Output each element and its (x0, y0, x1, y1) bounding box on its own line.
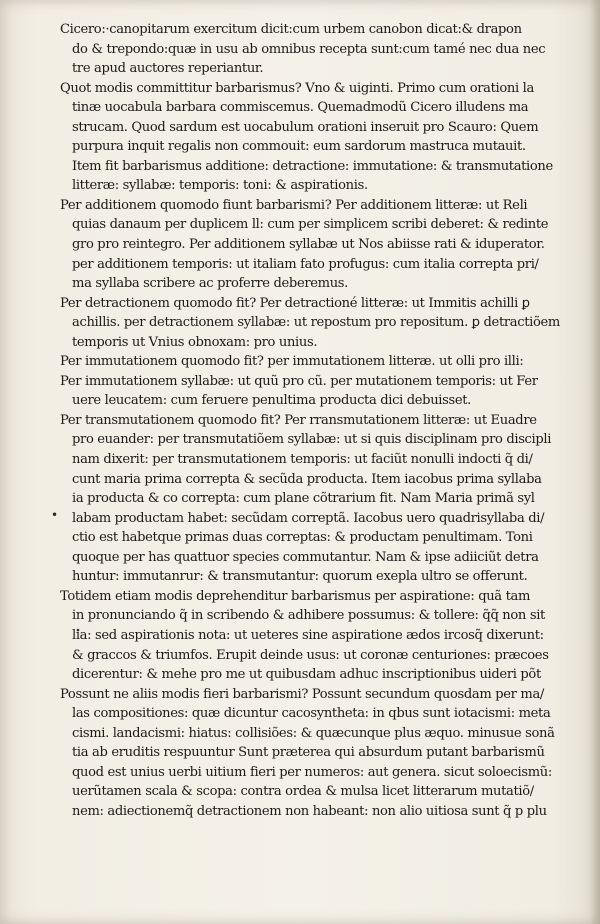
text-line: achillis. per detractionem syllabæ: ut repostum pro repositum. ꝑ detractiõem (72, 315, 560, 331)
text-line: strucam. Quod sardum est uocabulum orationi inseruit pro Scauro: Quem (72, 119, 539, 135)
text-line: uere leucatem: cum feruere penultima producta dici debuisset. (72, 393, 471, 409)
text-line: Per detractionem quomodo fit? Per detractioné litteræ: ut Immitis achilli ꝑ (60, 295, 530, 311)
text-line: uerũtamen scala & scopa: contra ordea & mulsa licet litterarum mutatiõ/ (72, 784, 534, 800)
margin-mark: • (51, 508, 59, 522)
text-line: Possunt ne aliis modis fieri barbarismi? Possunt secundum quosdam per ma/ (60, 686, 544, 702)
text-line: Cicero:·canopitarum exercitum dicit:cum urbem canobon dicat:& drapon (60, 22, 522, 37)
text-line: Totidem etiam modis deprehenditur barbarismus per aspiratione: quã tam (60, 588, 531, 604)
text-line: quod est unius uerbi uitium fieri per numeros: aut genera. sicut soloecismũ: (72, 764, 552, 780)
text-line: ma syllaba scribere ac proferre deberemus. (72, 276, 348, 292)
text-line: tia ab eruditis respuuntur Sunt præterea qui absurdum putant barbarismũ (72, 745, 545, 761)
text-line: nem: adiectionemq̃ detractionem non habeant: non alio uitiosa sunt q̃ p plu (72, 803, 547, 819)
text-line: ia producta & co correpta: cum plane cõtrarium fit. Nam Maria primã syl (72, 491, 535, 507)
text-line: nam dixerit: per transmutationem temporis: ut faciũt nonulli indocti q̃ di/ (72, 452, 533, 468)
text-line: li̽a: sed aspirationis nota: ut ueteres sine aspiratione ædos ircosq̃ dixerunt: (72, 627, 544, 643)
text-line: in pronunciando q̃ in scribendo & adhibere possumus: & tollere: q̃q̃ non sit (72, 608, 545, 624)
text-line: gro pro reintegro. Per additionem syllabæ ut Nos abiisse rati & iduperator. (72, 237, 545, 253)
text-line: dicerentur: & mehe pro me ut quibusdam adhuc inscriptionibus uideri põt (72, 667, 541, 683)
text-line: Quot modis committitur barbarismus? Vno & uiginti. Primo cum orationi la (60, 80, 534, 96)
text-line: cunt maria prima correpta & secũda producta. Item iacobus prima syllaba (72, 471, 542, 487)
text-line: Per immutationem quomodo fit? per immutationem litteræ. ut olli pro illi: (60, 354, 524, 370)
text-line: huntur: immutanrur: & transmutantur: quorum exepla ultro se offerunt. (72, 569, 528, 585)
text-line: cismi. landacismi: hiatus: collisiões: & quæcunque plus æquo. minusue sonã (72, 725, 555, 741)
text-line: ctio est habetque primas duas correptas: & productam penultimam. Toni (72, 530, 533, 546)
text-line: litteræ: syllabæ: temporis: toni: & aspirationis. (72, 178, 368, 194)
text-line: per additionem temporis: ut italiam fato profugus: cum italia correpta pri/ (72, 256, 539, 272)
text-line: tinæ uocabula barbara commiscemus. Quemadmodũ Cicero illudens ma (72, 100, 529, 116)
text-line: & graccos & triumfos. Erupit deinde usus: ut coronæ centuriones: præcoes (72, 647, 549, 663)
text-line: purpura inquit regalis non commouit: eum sardorum mastruca mutauit. (72, 139, 526, 155)
text-line: temporis ut Vnius obnoxam: pro unius. (72, 334, 318, 350)
text-line: Per transmutationem quomodo fit? Per rransmutationem litteræ: ut Euadre (60, 412, 537, 428)
text-line: las compositiones: quæ dicuntur cacosyntheta: in qbus sunt iotacismi: meta (72, 706, 551, 722)
text-line: quias danaum per duplicem ll: cum per simplicem scribi deberet: & redinte (72, 217, 549, 233)
text-line: pro euander: per transmutatiõem syllabæ: ut si quis disciplinam pro discipli (72, 432, 552, 448)
text-line: Per immutationem syllabæ: ut quũ pro cũ. per mutationem temporis: ut Fer (60, 373, 538, 389)
text-block (60, 20, 594, 821)
text-line: Item fit barbarismus additione: detractione: immutatione: & transmutatione (72, 158, 553, 174)
text-line: quoque per has quattuor species commutantur. Nam & ipse adiiciũt detra (72, 549, 539, 565)
text-line: Per additionem quomodo fiunt barbarismi? Per additionem litteræ: ut Reli (60, 197, 528, 213)
text-line: tre apud auctores reperiantur. (72, 61, 264, 77)
text-line: do & trepondo:quæ in usu ab omnibus recepta sunt:cum tamé nec dua nec (72, 41, 546, 57)
text-line: labam productam habet: secũdam correptã. Iacobus uero quadrisyllaba di/ (72, 510, 545, 526)
